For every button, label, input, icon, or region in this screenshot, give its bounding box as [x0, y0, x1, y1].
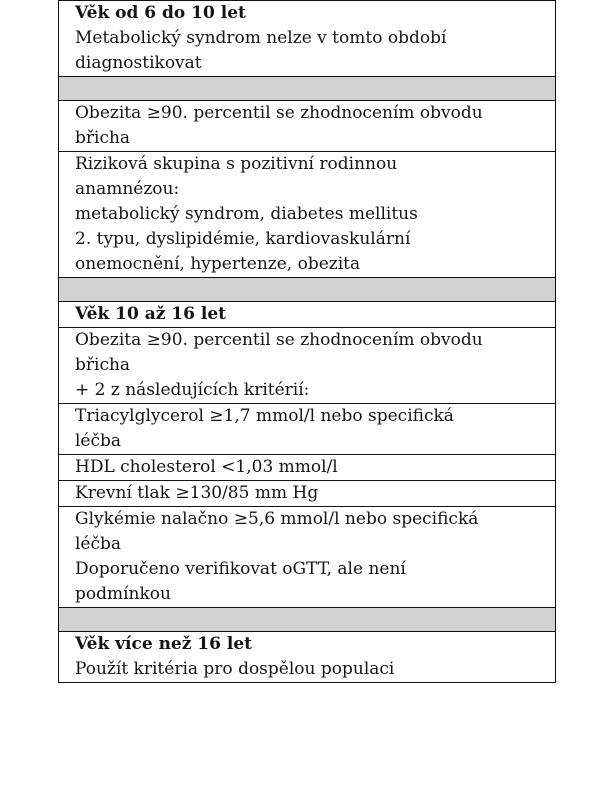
text-line: Riziková skupina s pozitivní rodinnou [75, 154, 398, 174]
section-heading-over-16: Věk více než 16 let [75, 634, 253, 654]
text-line: břicha [75, 128, 131, 148]
section-age-6-10 [59, 0, 555, 76]
text-line: metabolický syndrom, diabetes mellitus [75, 204, 418, 224]
text-line: Metabolický syndrom nelze v tomto období [75, 28, 447, 48]
row-glycemia [59, 506, 555, 607]
text-line: HDL cholesterol <1,03 mmol/l [75, 457, 338, 477]
criteria-table [58, 0, 556, 683]
text-line: Krevní tlak ≥130/85 mm Hg [75, 483, 319, 503]
text-line: léčba [75, 534, 122, 554]
text-line: 2. typu, dyslipidémie, kardiovaskulární [75, 229, 411, 249]
text-line: diagnostikovat [75, 53, 202, 73]
text-line: Triacylglycerol ≥1,7 mmol/l nebo specifická [75, 406, 454, 426]
section-age-over-16 [59, 631, 555, 682]
text-line: Použít kritéria pro dospělou populaci [75, 659, 395, 679]
text-line: podmínkou [75, 584, 171, 604]
section-age-10-16 [59, 301, 555, 327]
section-heading-6-10: Věk od 6 do 10 let [75, 3, 246, 23]
text-line: anamnézou: [75, 179, 180, 199]
text-line: břicha [75, 355, 131, 375]
text-line: Obezita ≥90. percentil se zhodnocením obvodu [75, 103, 483, 123]
row-obesity-10-16 [59, 327, 555, 403]
row-triacylglycerol [59, 403, 555, 454]
text-line: Doporučeno verifikovat oGTT, ale není [75, 559, 406, 579]
row-risk-group [59, 151, 555, 277]
row-hdl-cholesterol [59, 454, 555, 480]
text-line: léčba [75, 431, 122, 451]
spacer-row [59, 76, 555, 100]
spacer-row [59, 277, 555, 301]
spacer-row [59, 607, 555, 631]
row-blood-pressure [59, 480, 555, 506]
text-line: Glykémie nalačno ≥5,6 mmol/l nebo specifická [75, 509, 479, 529]
row-obesity-6-10 [59, 100, 555, 151]
text-line: onemocnění, hypertenze, obezita [75, 254, 361, 274]
section-heading-10-16: Věk 10 až 16 let [75, 304, 227, 324]
text-line: Obezita ≥90. percentil se zhodnocením obvodu [75, 330, 483, 350]
text-line: + 2 z následujících kritérií: [75, 380, 310, 400]
